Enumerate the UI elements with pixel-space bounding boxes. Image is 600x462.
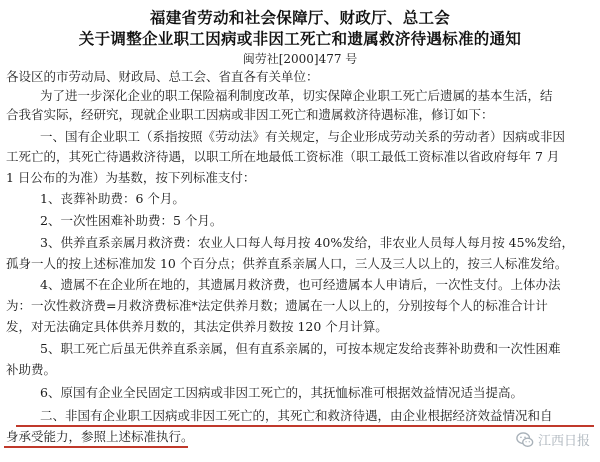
addressee: 各设区的市劳动局、财政局、总工会、省直各有关单位： <box>6 69 319 84</box>
body-line: 5、职工死亡后虽无供养直系亲属，但有直系亲属的，可按本规定发给丧葬补助费和一次性困难 <box>40 341 561 356</box>
highlight-underline <box>4 446 188 448</box>
body-line: 6、原国有企业全民固定工因病或非因工死亡的，其抚恤标准可根据效益情况适当提高。 <box>40 385 523 400</box>
body-line: 1、丧葬补助费：6 个月。 <box>40 191 185 206</box>
body-line-highlighted: 二、非国有企业职工因病或非因工死亡的，其死亡和救济待遇，由企业根据经济效益情况和自 <box>40 408 553 423</box>
highlight-underline <box>16 425 594 427</box>
document-title-line-1: 福建省劳动和社会保障厅、财政厅、总工会 <box>149 9 451 27</box>
body-line: 发，对无法确定具体供养月数的，其法定供养月数按 120 个月计算。 <box>6 319 388 334</box>
body-line: 补助费。 <box>6 362 57 377</box>
watermark-text: 江西日报 <box>537 434 590 449</box>
body-line: 为了进一步深化企业的职工保险福利制度改革，切实保障企业职工死亡后遗属的基本生活，结 <box>40 88 553 103</box>
body-line: 为：一次性救济费=月救济费标准*法定供养月数；遗属在一人以上的，分别按每个人的标准合计计 <box>6 298 548 313</box>
body-line: 1 日公布的为准）为基数，按下列标准支付： <box>6 170 256 185</box>
body-line: 工死亡的，其死亡待遇救济待遇，以职工所在地最低工资标准（职工最低工资标准以省政府每年 7 月 <box>6 149 560 164</box>
watermark <box>516 430 590 449</box>
body-line: 一、国有企业职工（系指按照《劳动法》有关规定，与企业形成劳动关系的劳动者）因病或非因 <box>40 129 566 144</box>
body-line: 4、遗属不在企业所在地的，其遗属月救济费，也可经遗属本人申请后，一次性支付。上体办法 <box>40 277 561 292</box>
body-line-highlighted: 身承受能力，参照上述标准执行。 <box>6 429 194 444</box>
body-line: 合我省实际，经研究，现就企业职工因病或非因工死亡和遗属救济待遇标准，修订如下： <box>6 107 494 122</box>
body-line: 2、一次性困难补助费：5 个月。 <box>40 213 223 228</box>
document-title-line-2: 关于调整企业职工因病或非因工死亡和遗属救济待遇标准的通知 <box>78 30 522 48</box>
wechat-icon <box>516 431 534 449</box>
document-number: 闽劳社[2000]477 号 <box>242 52 358 66</box>
body-line: 3、供养直系亲属月救济费：农业人口每人每月按 40%发给，非农业人员每人每月按 45%发给， <box>40 235 574 250</box>
body-line: 孤身一人的按上述标准加发 10 个百分点；供养直系亲属人口，三人及三人以上的，按三人标准发给。 <box>6 256 568 271</box>
